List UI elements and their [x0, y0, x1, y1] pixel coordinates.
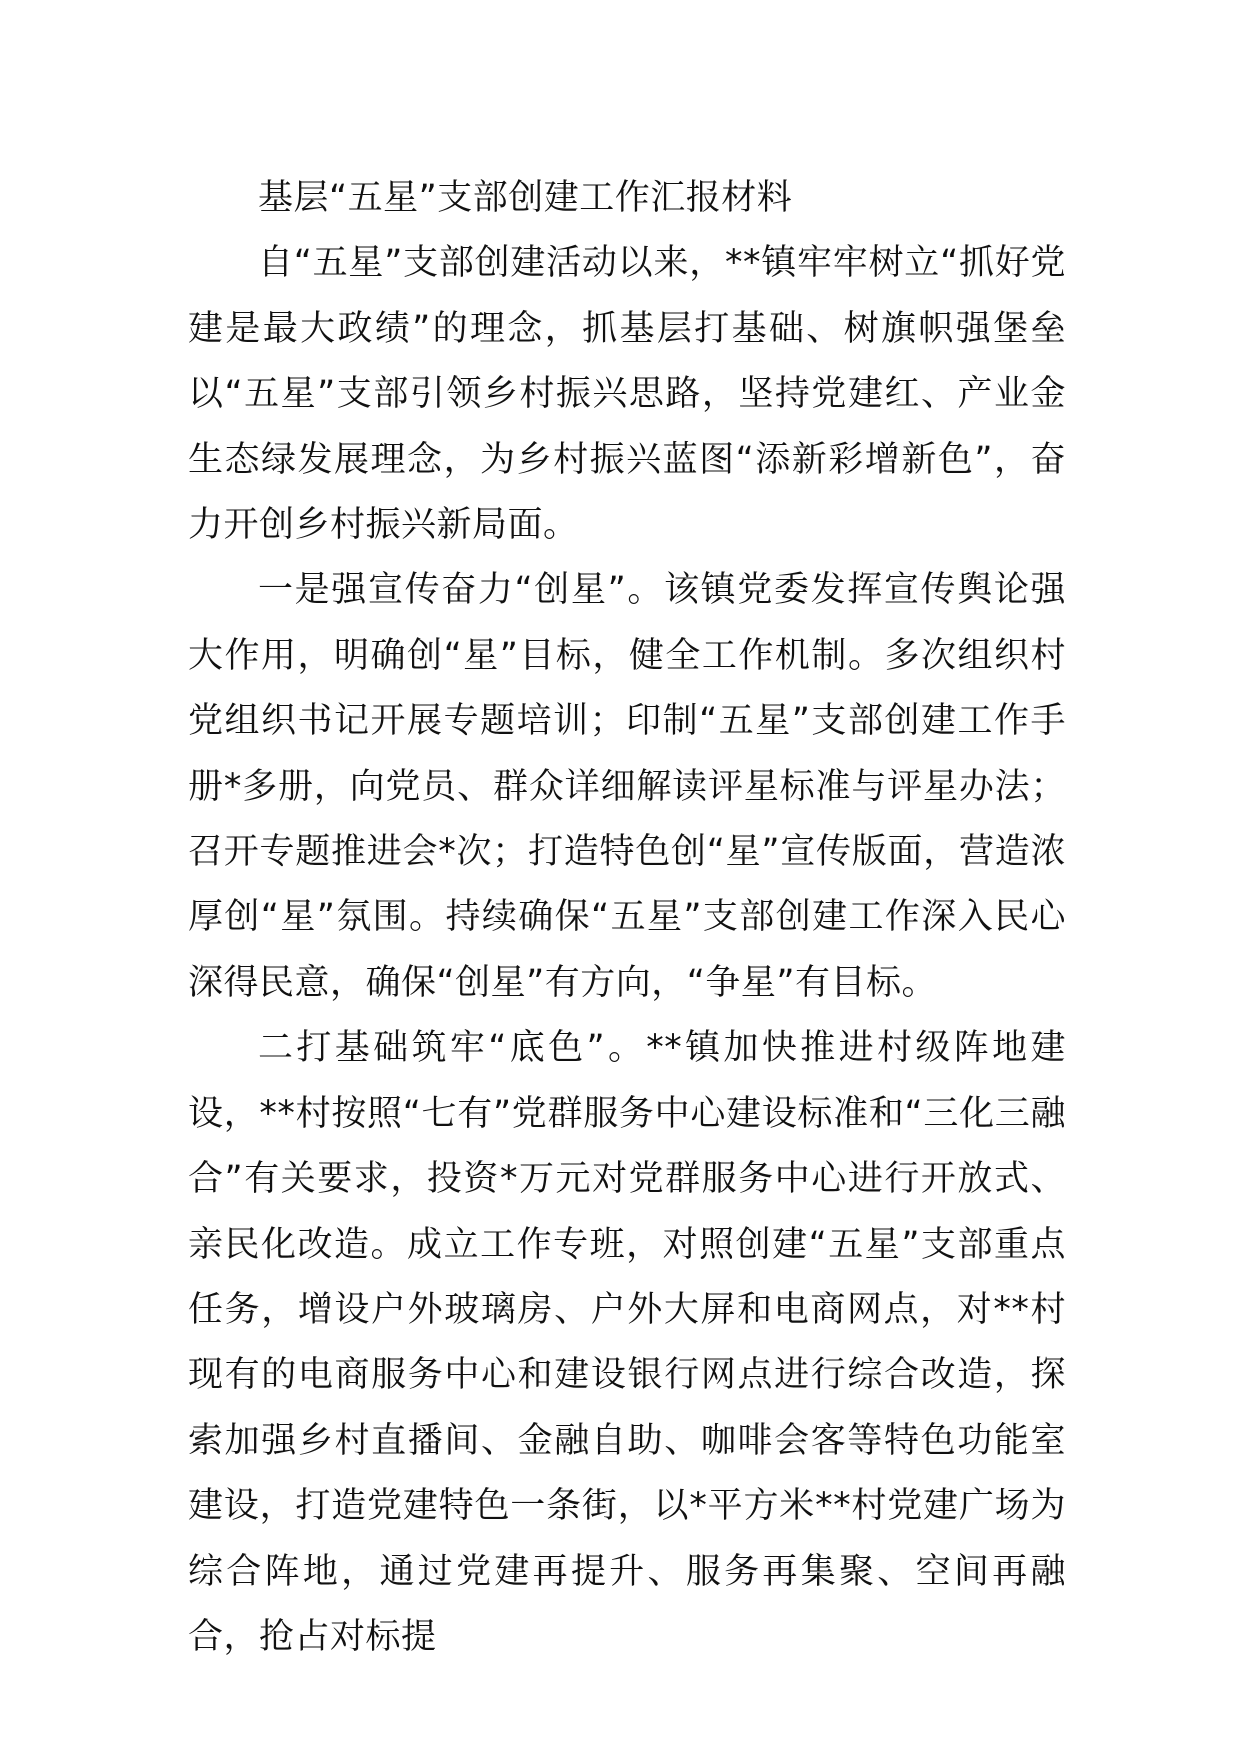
document-title: 基层“五星”支部创建工作汇报材料 — [258, 178, 793, 218]
paragraph-intro: 自“五星”支部创建活动以来，**镇牢牢树立“抓好党建是最大政绩”的理念，抓基层打基础、树旗帜强堡垒以“五星”支部引领乡村振兴思路，坚持党建红、产业金生态绿发展理念，为乡村振兴蓝图“添新彩增新色”，奋力开创乡村振兴新局面。 — [188, 243, 1066, 546]
paragraph-publicity: 一是强宣传奋力“创星”。该镇党委发挥宣传舆论强大作用，明确创“星”目标，健全工作机制。多次组织村党组织书记开展专题培训；印制“五星”支部创建工作手册*多册，向党员、群众详细解读评星标准与评星办法；召开专题推进会*次；打造特色创“星”宣传版面，营造浓厚创“星”氛围。持续确保“五星”支部创建工作深入民心深得民意，确保“创星”有方向，“争星”有目标。 — [188, 570, 1066, 1003]
paragraph-foundation: 二打基础筑牢“底色”。**镇加快推进村级阵地建设，**村按照“七有”党群服务中心建设标准和“三化三融合”有关要求，投资*万元对党群服务中心进行开放式、亲民化改造。成立工作专班，对照创建“五星”支部重点任务，增设户外玻璃房、户外大屏和电商网点，对**村现有的电商服务中心和建设银行网点进行综合改造，探索加强乡村直播间、金融自助、咖啡会客等特色功能室建设，打造党建特色一条街，以*平方米**村党建广场为综合阵地，通过党建再提升、服务再集聚、空间再融合，抢占对标提 — [188, 1028, 1066, 1657]
document-body — [188, 166, 1066, 1670]
